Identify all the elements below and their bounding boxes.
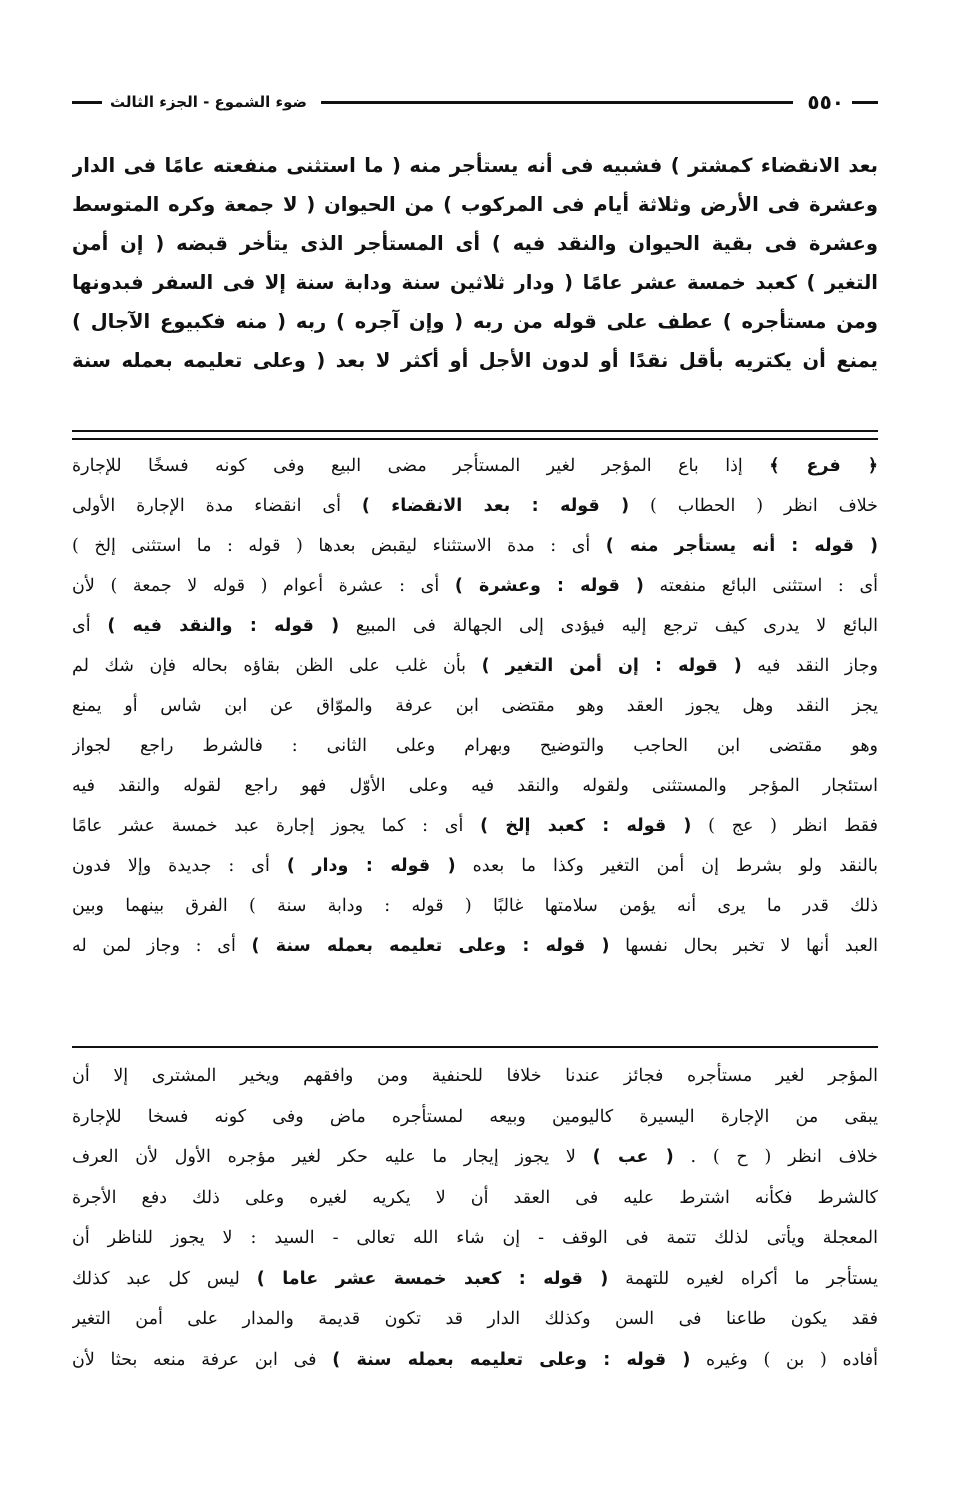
- bold-quote: ( قوله : ودار ): [286, 856, 456, 876]
- line-text: العبد أنها لا تخبر بحال نفسها: [609, 936, 878, 956]
- commentary-line: [72, 446, 878, 486]
- bold-quote: ( قوله : وعلى تعليمه بعمله سنة ): [251, 936, 610, 956]
- line-text: أى : كما يجوز إجارة عبد خمسة عشر عامًا: [72, 816, 481, 836]
- footnote-line: [72, 1178, 878, 1219]
- line-text: أى : جديدة وإلا فدون: [72, 856, 287, 876]
- line-text: بأن غلب على الظن بقاؤه بحاله فإن شك لم: [72, 656, 482, 676]
- bold-quote: ( قوله : كعبد خمسة عشر عاما ): [256, 1268, 609, 1289]
- footnote-line: [72, 1056, 878, 1097]
- double-divider: [72, 430, 878, 440]
- main-text: [72, 146, 878, 380]
- commentary-line: [72, 886, 878, 926]
- line-text: فقط انظر ( عج ): [691, 816, 878, 836]
- commentary-line: [72, 766, 878, 806]
- line-text: ذلك قدر ما يرى أنه يؤمن سلامتها غالبًا ( قوله : ودابة سنة ) الفرق بينهما وبين: [72, 896, 878, 916]
- main-text-line: بعد الانقضاء كمشتر ) فشبيه فى أنه يستأجر منه ( ما استثنى منفعته عامًا فى الدار: [72, 154, 878, 177]
- bold-quote: ( قوله : وعلى تعليمه بعمله سنة ): [332, 1349, 691, 1370]
- footnote-line: [72, 1137, 878, 1178]
- line-text: أى انقضاء مدة الإجارة الأولى: [72, 496, 362, 516]
- line-text: يبقى من الإجارة اليسيرة كاليومين وبيعه لمستأجره ماض وفى كونه فسخا للإجارة: [72, 1106, 878, 1127]
- commentary-line: [72, 486, 878, 526]
- bold-quote: ( قوله : وعشرة ): [454, 576, 644, 596]
- line-text: يجز النقد وهل يجوز العقد وهو مقتضى ابن عرفة والموّاق عن ابن شاس أو يمنع: [72, 696, 878, 716]
- line-text: وجاز النقد فيه: [741, 656, 878, 676]
- commentary-line: [72, 846, 878, 886]
- page-number: ٥٥٠: [807, 90, 844, 114]
- line-text: إذا باع المؤجر لغير المستأجر مضى البيع وفى كونه فسخًا للإجارة: [72, 456, 770, 476]
- line-text: خلاف انظر ( الحطاب ): [629, 496, 878, 516]
- commentary-line: [72, 526, 878, 566]
- commentary-line: [72, 566, 878, 606]
- page-header: [72, 86, 878, 118]
- line-text: خلاف انظر ( ح ) .: [673, 1147, 878, 1167]
- running-title: ضوء الشموع - الجزء الثالث: [110, 93, 308, 111]
- line-text: أى : مدة الاستثناء ليقبض بعدها ( قوله : ما استثنى إلخ ): [72, 536, 606, 556]
- line-text: المؤجر لغير مستأجره فجائز عندنا خلافا للحنفية ومن وافقهم ويخير المشترى إلا أن: [72, 1066, 878, 1086]
- line-text: أى : عشرة أعوام ( قوله لا جمعة ) لأن: [72, 576, 455, 596]
- commentary-line: [72, 926, 878, 966]
- main-text-line: وعشرة فى بقية الحيوان والنقد فيه ) أى المستأجر الذى يتأخر قبضه ( إن أمن: [72, 232, 878, 255]
- line-text: وهو مقتضى ابن الحاجب والتوضيح وبهرام وعلى الثانى : فالشرط راجع لجواز: [72, 736, 878, 756]
- line-text: البائع لا يدرى كيف ترجع إليه فيؤدى إلى الجهالة فى المبيع: [339, 616, 878, 636]
- header-dash-left: [72, 101, 102, 104]
- line-text: أى : وجاز لمن له: [72, 936, 252, 956]
- main-text-line: يمنع أن يكتريه بأقل نقدًا أو لدون الأجل أو أكثر لا بعد ( وعلى تعليمه بعمله سنة: [72, 349, 878, 372]
- bold-quote: ( قوله : بعد الانقضاء ): [361, 496, 630, 516]
- footnote-line: [72, 1340, 878, 1381]
- line-text: فى ابن عرفة منعه بحثا لأن: [72, 1349, 333, 1370]
- line-text: ليس كل عبد كذلك: [72, 1268, 257, 1289]
- commentary-line: [72, 806, 878, 846]
- line-text: لا يجوز إيجار ما عليه حكر لغير مؤجره الأول لأن العرف: [72, 1147, 593, 1167]
- line-text: يستأجر ما أكراه لغيره للتهمة: [608, 1268, 878, 1289]
- bold-quote: ( قوله : كعبد إلخ ): [480, 816, 692, 836]
- line-text: المعجلة ويأتى لذلك تتمة فى الوقف - إن شاء الله تعالى - السيد : لا يجوز للناظر أن: [72, 1228, 878, 1248]
- main-text-line: ومن مستأجره ) عطف على قوله من ربه ( وإن آجره ) ربه ( منه فكبيوع الآجال ): [72, 310, 878, 333]
- bold-quote: ﴿ فرع ﴾: [769, 456, 878, 476]
- header-dash-right: [852, 101, 878, 104]
- commentary-line: [72, 646, 878, 686]
- bold-quote: ( قوله : إن أمن التغير ): [481, 656, 742, 676]
- footnote-line: [72, 1097, 878, 1138]
- line-text: أفاده ( بن ) وغيره: [690, 1349, 878, 1370]
- footnote-line: [72, 1259, 878, 1300]
- line-text: أى: [72, 616, 108, 636]
- footnote-line: [72, 1299, 878, 1340]
- document-page: [72, 0, 878, 1489]
- footnote-line: [72, 1218, 878, 1259]
- bold-quote: ( قوله : والنقد فيه ): [107, 616, 340, 636]
- bold-quote: ( قوله : أنه يستأجر منه ): [605, 536, 878, 556]
- commentary-text: [72, 446, 878, 966]
- line-text: فقد يكون طاعنا فى السن وكذلك الدار قد تكون قديمة والمدار على أمن التغير: [72, 1309, 878, 1329]
- line-text: بالنقد ولو بشرط إن أمن التغير وكذا ما بعده: [455, 856, 878, 876]
- commentary-line: [72, 726, 878, 766]
- main-text-line: التغير ) كعبد خمسة عشر عامًا ( ودار ثلاثين سنة ودابة سنة إلا فى السفر فبدونها: [72, 271, 878, 294]
- commentary-line: [72, 606, 878, 646]
- bold-quote: ( عب ): [592, 1147, 674, 1167]
- line-text: كالشرط فكأنه اشترط عليه فى العقد أن لا يكريه لغيره وعلى ذلك دفع الأجرة: [72, 1187, 878, 1208]
- footnotes-text: [72, 1056, 878, 1380]
- commentary-line: [72, 686, 878, 726]
- main-text-line: وعشرة فى الأرض وثلاثة أيام فى المركوب ) من الحيوان ( لا جمعة وكره المتوسط: [72, 193, 878, 216]
- header-rule: [321, 101, 793, 104]
- line-text: أى : استثنى البائع منفعته: [643, 576, 878, 596]
- line-text: استئجار المؤجر والمستثنى ولقوله والنقد فيه وعلى الأوّل فهو راجع لقوله والنقد فيه: [72, 776, 878, 796]
- footnote-divider: [72, 1046, 878, 1048]
